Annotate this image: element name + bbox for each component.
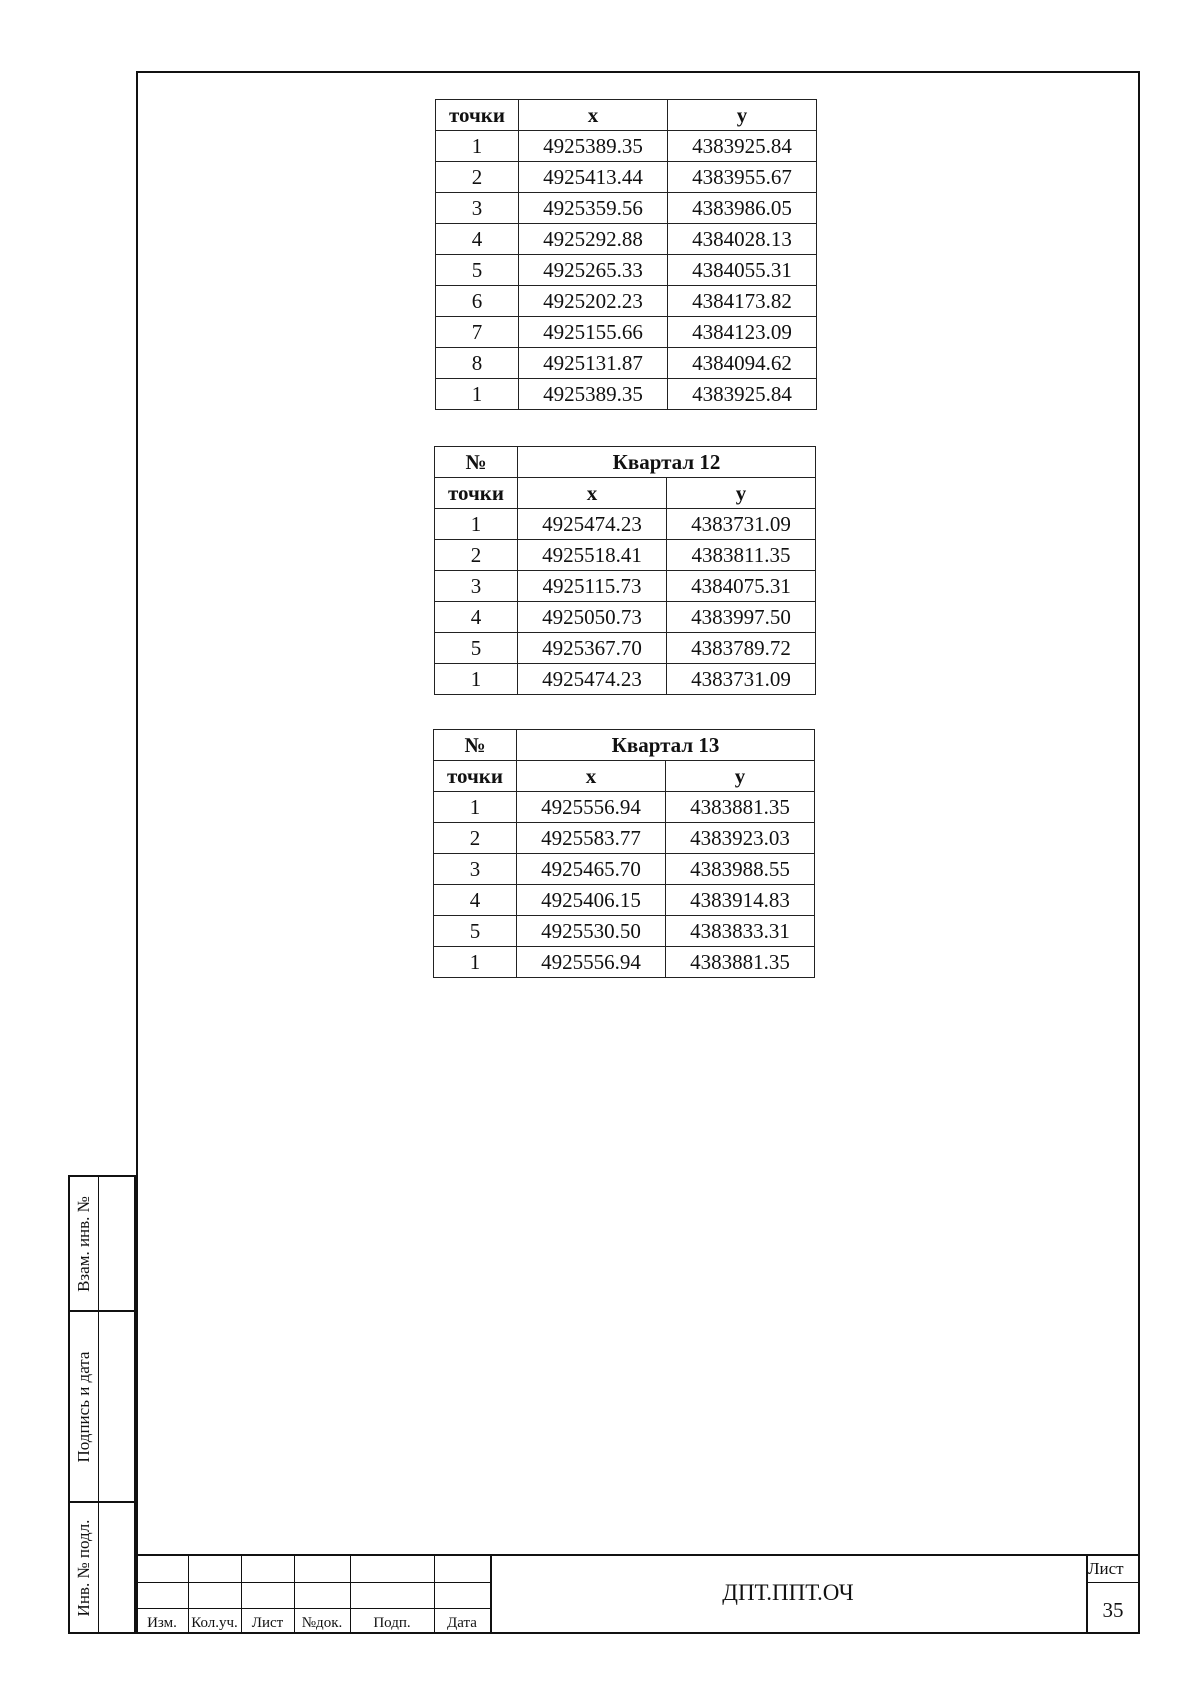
number-sign-header: № bbox=[434, 730, 517, 761]
y-coordinate-cell: 4383997.50 bbox=[667, 602, 816, 633]
table-body bbox=[434, 792, 815, 978]
point-number-cell: 4 bbox=[436, 224, 519, 255]
point-col-header: точки bbox=[435, 478, 518, 509]
table-row bbox=[436, 224, 817, 255]
point-number-cell: 1 bbox=[434, 947, 517, 978]
y-coordinate-cell: 4383925.84 bbox=[668, 379, 817, 410]
table-row bbox=[435, 633, 816, 664]
y-col-header: y bbox=[667, 478, 816, 509]
x-coordinate-cell: 4925474.23 bbox=[518, 664, 667, 695]
table-row bbox=[434, 947, 815, 978]
col-list-label: Лист bbox=[251, 1615, 284, 1631]
col-ndok-label: №док. bbox=[301, 1615, 343, 1631]
y-coordinate-cell: 4383731.09 bbox=[667, 664, 816, 695]
point-number-cell: 2 bbox=[435, 540, 518, 571]
x-coordinate-cell: 4925389.35 bbox=[519, 379, 668, 410]
y-coordinate-cell: 4383811.35 bbox=[667, 540, 816, 571]
x-coordinate-cell: 4925530.50 bbox=[517, 916, 666, 947]
y-coordinate-cell: 4383988.55 bbox=[666, 854, 815, 885]
x-coordinate-cell: 4925556.94 bbox=[517, 792, 666, 823]
x-coordinate-cell: 4925556.94 bbox=[517, 947, 666, 978]
point-number-cell: 3 bbox=[434, 854, 517, 885]
y-coordinate-cell: 4383986.05 bbox=[668, 193, 817, 224]
table-title: Квартал 13 bbox=[517, 730, 815, 761]
point-number-cell: 3 bbox=[436, 193, 519, 224]
x-coordinate-cell: 4925115.73 bbox=[518, 571, 667, 602]
point-number-cell: 5 bbox=[436, 255, 519, 286]
point-number-cell: 6 bbox=[436, 286, 519, 317]
x-coordinate-cell: 4925518.41 bbox=[518, 540, 667, 571]
y-coordinate-cell: 4383925.84 bbox=[668, 131, 817, 162]
col-izm-label: Изм. bbox=[147, 1615, 177, 1631]
y-coordinate-cell: 4383923.03 bbox=[666, 823, 815, 854]
document-code: ДПТ.ППТ.ОЧ bbox=[722, 1580, 854, 1605]
table-title-row bbox=[435, 447, 816, 478]
sheet-label: Лист bbox=[1088, 1559, 1124, 1578]
table-title: Квартал 12 bbox=[518, 447, 816, 478]
y-col-header: y bbox=[668, 100, 817, 131]
table-row bbox=[435, 571, 816, 602]
x-coordinate-cell: 4925413.44 bbox=[519, 162, 668, 193]
side-stamp-label: Подпись и дата bbox=[74, 1351, 93, 1462]
table-row bbox=[435, 602, 816, 633]
x-coordinate-cell: 4925367.70 bbox=[518, 633, 667, 664]
table-row bbox=[436, 379, 817, 410]
x-col-header: x bbox=[518, 478, 667, 509]
point-number-cell: 1 bbox=[436, 131, 519, 162]
coords-table-kvartal-12 bbox=[434, 446, 816, 695]
col-data-label: Дата bbox=[447, 1615, 477, 1631]
x-coordinate-cell: 4925292.88 bbox=[519, 224, 668, 255]
y-coordinate-cell: 4383833.31 bbox=[666, 916, 815, 947]
point-number-cell: 7 bbox=[436, 317, 519, 348]
point-col-header: точки bbox=[434, 761, 517, 792]
coords-table-continued bbox=[435, 99, 817, 410]
sheet-number: 35 bbox=[1102, 1598, 1124, 1622]
x-coordinate-cell: 4925389.35 bbox=[519, 131, 668, 162]
table-row bbox=[435, 540, 816, 571]
side-stamp-inv-original bbox=[68, 1501, 136, 1634]
point-number-cell: 4 bbox=[435, 602, 518, 633]
side-stamp-signature-date bbox=[68, 1310, 136, 1503]
y-coordinate-cell: 4384055.31 bbox=[668, 255, 817, 286]
table-header-row bbox=[436, 100, 817, 131]
x-col-header: x bbox=[517, 761, 666, 792]
col-kol-uch-label: Кол.уч. bbox=[191, 1615, 238, 1631]
side-stamp-label: Инв. № подл. bbox=[74, 1519, 93, 1616]
table-body bbox=[436, 131, 817, 410]
y-coordinate-cell: 4384075.31 bbox=[667, 571, 816, 602]
side-stamp-exchange-inv bbox=[68, 1175, 136, 1312]
table-row bbox=[436, 131, 817, 162]
table-row bbox=[434, 916, 815, 947]
number-sign-header: № bbox=[435, 447, 518, 478]
table-row bbox=[436, 193, 817, 224]
table-row bbox=[434, 792, 815, 823]
table-row bbox=[436, 317, 817, 348]
y-coordinate-cell: 4383881.35 bbox=[666, 792, 815, 823]
y-coordinate-cell: 4384173.82 bbox=[668, 286, 817, 317]
x-coordinate-cell: 4925155.66 bbox=[519, 317, 668, 348]
y-coordinate-cell: 4383955.67 bbox=[668, 162, 817, 193]
col-podp-label: Подп. bbox=[373, 1615, 411, 1631]
point-number-cell: 2 bbox=[434, 823, 517, 854]
table-row bbox=[436, 348, 817, 379]
table-header-row bbox=[435, 478, 816, 509]
table-row bbox=[436, 255, 817, 286]
x-col-header: x bbox=[519, 100, 668, 131]
x-coordinate-cell: 4925265.33 bbox=[519, 255, 668, 286]
table-body bbox=[435, 509, 816, 695]
x-coordinate-cell: 4925131.87 bbox=[519, 348, 668, 379]
point-number-cell: 5 bbox=[434, 916, 517, 947]
x-coordinate-cell: 4925465.70 bbox=[517, 854, 666, 885]
y-coordinate-cell: 4383914.83 bbox=[666, 885, 815, 916]
y-coordinate-cell: 4383881.35 bbox=[666, 947, 815, 978]
table-row bbox=[435, 664, 816, 695]
table-row bbox=[434, 885, 815, 916]
table-header-row bbox=[434, 761, 815, 792]
table-row bbox=[436, 286, 817, 317]
y-coordinate-cell: 4384123.09 bbox=[668, 317, 817, 348]
table-row bbox=[434, 823, 815, 854]
x-coordinate-cell: 4925202.23 bbox=[519, 286, 668, 317]
point-number-cell: 1 bbox=[435, 664, 518, 695]
x-coordinate-cell: 4925050.73 bbox=[518, 602, 667, 633]
side-stamp-label: Взам. инв. № bbox=[74, 1195, 93, 1292]
point-number-cell: 1 bbox=[435, 509, 518, 540]
point-col-header: точки bbox=[436, 100, 519, 131]
point-number-cell: 1 bbox=[436, 379, 519, 410]
point-number-cell: 4 bbox=[434, 885, 517, 916]
table-title-row bbox=[434, 730, 815, 761]
y-coordinate-cell: 4383789.72 bbox=[667, 633, 816, 664]
x-coordinate-cell: 4925359.56 bbox=[519, 193, 668, 224]
point-number-cell: 3 bbox=[435, 571, 518, 602]
coords-table-kvartal-13 bbox=[433, 729, 815, 978]
table-row bbox=[436, 162, 817, 193]
title-block bbox=[136, 1554, 1140, 1634]
table-row bbox=[435, 509, 816, 540]
point-number-cell: 1 bbox=[434, 792, 517, 823]
point-number-cell: 8 bbox=[436, 348, 519, 379]
x-coordinate-cell: 4925406.15 bbox=[517, 885, 666, 916]
y-col-header: y bbox=[666, 761, 815, 792]
point-number-cell: 5 bbox=[435, 633, 518, 664]
y-coordinate-cell: 4384094.62 bbox=[668, 348, 817, 379]
x-coordinate-cell: 4925474.23 bbox=[518, 509, 667, 540]
x-coordinate-cell: 4925583.77 bbox=[517, 823, 666, 854]
y-coordinate-cell: 4384028.13 bbox=[668, 224, 817, 255]
point-number-cell: 2 bbox=[436, 162, 519, 193]
y-coordinate-cell: 4383731.09 bbox=[667, 509, 816, 540]
table-row bbox=[434, 854, 815, 885]
